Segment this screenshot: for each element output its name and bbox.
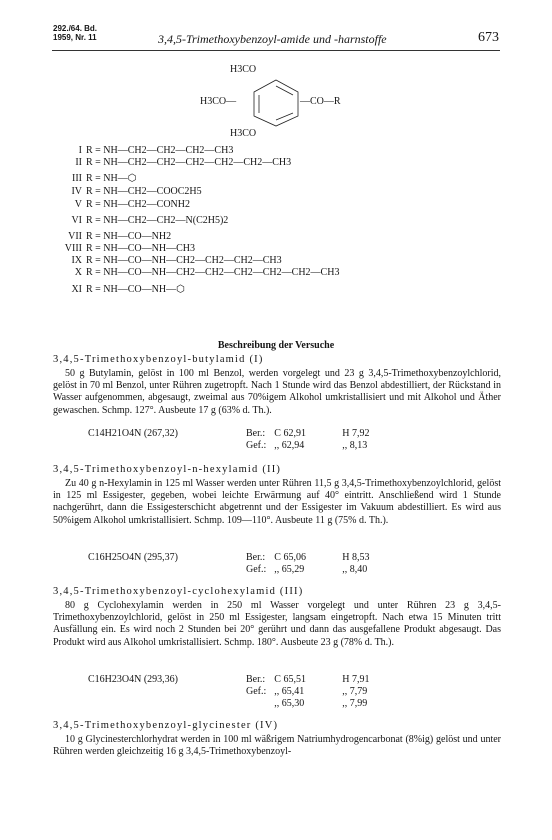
r-group-row: V R = NH—CH2—CONH2 — [74, 198, 190, 210]
chemical-structure — [200, 64, 400, 146]
bottom-methoxy-label: H3CO — [230, 128, 257, 139]
procedure-text: Zu 40 g n-Hexylamin in 125 ml Wasser werden unter Rühren 11,5 g 3,4,5-Trimethoxybenzoylchlorid, gelöst in 125 ml Essigester, gegeben, wobei leichte Erwärmung auf 40° eintritt. Anschließend wird 1 Stunde nachgerührt, dann die Essigesterschicht abgetrennt und der Essigester im Vakuum abdestilliert. Es wird aus 50%igem Alkohol umkristallisiert. Schmp. 109—110°. Ausbeute 11 g (75% d. Th.). — [53, 478, 501, 526]
procedure-text: 10 g Glycinesterchlorhydrat werden in 100 ml wäßrigem Natriumhydrogencarbonat (8%ig) gelöst und unter Rühren werden gleichzeitig 16 g 3,4,5-Trimethoxybenzoyl- — [53, 734, 501, 758]
carbonyl-r-label: —CO—R — [300, 96, 341, 107]
molecular-formula: C16H25O4N (295,37) — [88, 552, 178, 563]
compound-heading: 3,4,5-Trimethoxybenzoyl-butylamid (I) — [53, 354, 264, 365]
r-group-row: VI R = NH—CH2—CH2—N(C2H5)2 — [71, 214, 229, 226]
r-group-row: II R = NH—CH2—CH2—CH2—CH2—CH2—CH3 — [75, 157, 292, 169]
running-title: 3,4,5-Trimethoxybenzoyl-amide und -harnstoffe — [158, 32, 387, 46]
r-group-row: IX R = NH—CO—NH—CH2—CH2—CH2—CH3 — [71, 255, 282, 267]
benzene-ring — [246, 76, 306, 128]
page-number: 673 — [478, 30, 499, 45]
elemental-analysis: C16H23O4N (293,36) Ber.: C 65,51 H 7,91 Gef.: ,, 65,41 ,, 7,79 ,, 65,30 ,, 7,99 — [88, 674, 370, 710]
header-rule — [52, 50, 500, 51]
journal-year-issue: 1959, Nr. 11 — [53, 33, 97, 42]
r-group-row: VII R = NH—CO—NH2 — [68, 230, 172, 242]
r-group-row: III R = NH—⬡ — [72, 173, 137, 185]
molecular-formula: C14H21O4N (267,32) — [88, 428, 178, 439]
compound-heading: 3,4,5-Trimethoxybenzoyl-glycinester (IV) — [53, 720, 279, 731]
r-group-row: I R = NH—CH2—CH2—CH2—CH3 — [78, 145, 234, 156]
top-methoxy-label: H3CO — [230, 64, 257, 75]
compound-heading: 3,4,5-Trimethoxybenzoyl-cyclohexylamid (III) — [53, 586, 304, 597]
procedure-text: 50 g Butylamin, gelöst in 100 ml Benzol, werden vorgelegt und 23 g 3,4,5-Trimethoxybenzoylchlorid, gelöst in 70 ml Benzol, unter Rühren zugetropft. Nach 1 Stunde wird das Benzol abdestilliert, der Rückstand in Wasser aufgenommen, abgesaugt, zweimal aus 70%igem Alkohol umkristallisiert und mit Alkohol und Äther gewaschen. Schmp. 127°. Ausbeute 17 g (63% d. Th.). — [53, 368, 501, 416]
r-group-row: X R = NH—CO—NH—CH2—CH2—CH2—CH2—CH2—CH3 — [74, 267, 340, 279]
r-group-row: IV R = NH—CH2—COOC2H5 — [71, 186, 202, 198]
r-group-row: XI R = NH—CO—NH—⬡ — [71, 283, 185, 295]
r-group-row: VIII R = NH—CO—NH—CH3 — [64, 242, 195, 254]
molecular-formula: C16H23O4N (293,36) — [88, 674, 178, 685]
procedure-text: 80 g Cyclohexylamin werden in 250 ml Wasser vorgelegt und unter Rühren 23 g 3,4,5-Trimethoxybenzoylchlorid, gelöst in 250 ml Essigester, langsam eingetropft. Nach etwa 15 Minuten tritt Ausfällung ein. Es wird noch 2 Stunden bei 20° gerührt und dann das ausgefallene Produkt abgesaugt. Das Produkt wird aus Alkohol umkristallisiert. Schmp. 180°. Ausbeute 23 g (78% d. Th.). — [53, 600, 501, 648]
journal-volume: 292./64. Bd. — [53, 24, 98, 33]
r-group-list — [64, 145, 486, 297]
section-title: Beschreibung der Versuche — [217, 340, 335, 351]
compound-heading: 3,4,5-Trimethoxybenzoyl-n-hexylamid (II) — [53, 464, 282, 475]
elemental-analysis: C16H25O4N (295,37) Ber.: C 65,06 H 8,53 Gef.: ,, 65,29 ,, 8,40 — [88, 552, 370, 576]
journal-reference — [53, 24, 97, 42]
elemental-analysis: C14H21O4N (267,32) Ber.: C 62,91 H 7,92 Gef.: ,, 62,94 ,, 8,13 — [88, 428, 370, 452]
left-methoxy-label: H3CO— — [200, 96, 237, 107]
